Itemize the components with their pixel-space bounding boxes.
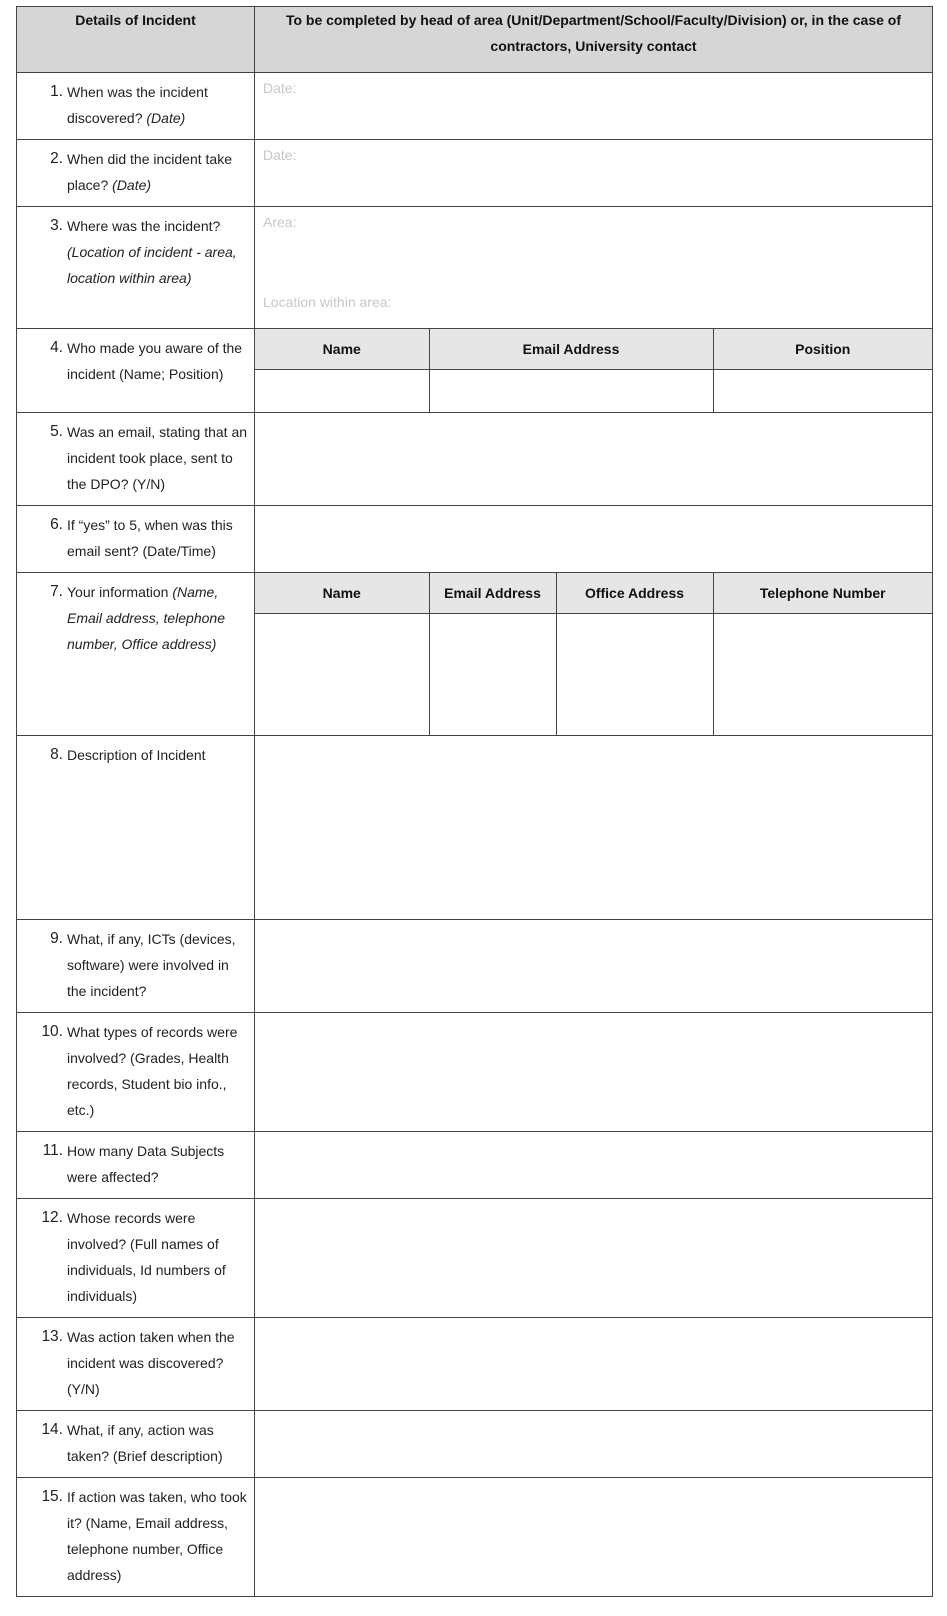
your-name-cell[interactable] xyxy=(255,614,429,736)
answer-location[interactable] xyxy=(255,207,933,329)
form-row-6 xyxy=(17,506,933,573)
form-row-15 xyxy=(17,1478,933,1597)
answer-icts[interactable] xyxy=(255,920,933,1013)
question-text: What, if any, ICTs (devices, software) were involved in the incident? xyxy=(67,931,236,999)
question-text: Description of Incident xyxy=(67,747,206,763)
form-row-14 xyxy=(17,1411,933,1478)
question-number: 6. xyxy=(50,516,63,533)
question-text: Was action taken when the incident was discovered? (Y/N) xyxy=(67,1329,235,1397)
question-number: 7. xyxy=(50,583,63,600)
question-number: 4. xyxy=(50,339,63,356)
question-hint: (Date) xyxy=(146,110,186,126)
question-number: 14. xyxy=(41,1421,63,1438)
question-text: Your information xyxy=(67,584,169,600)
form-row-7 xyxy=(17,573,933,736)
your-email-cell[interactable] xyxy=(429,614,556,736)
question-text: Whose records were involved? (Full names of individuals, Id numbers of individuals) xyxy=(67,1210,226,1304)
question-number: 8. xyxy=(50,746,63,763)
question-text: When did the incident take place? xyxy=(67,151,232,193)
form-row-13 xyxy=(17,1318,933,1411)
answer-incident-date[interactable] xyxy=(255,140,933,207)
date-placeholder: Date: xyxy=(263,147,297,163)
form-row-10 xyxy=(17,1013,933,1132)
question-text: How many Data Subjects were affected? xyxy=(67,1143,225,1185)
question-text: Where was the incident? xyxy=(67,218,221,234)
answer-discovered-date[interactable] xyxy=(255,73,933,140)
form-row-12 xyxy=(17,1199,933,1318)
form-row-2 xyxy=(17,140,933,207)
question-hint: (Location of incident - area, location within area) xyxy=(67,244,237,286)
location-within-area-placeholder: Location within area: xyxy=(263,294,392,310)
answer-action-taken[interactable] xyxy=(255,1318,933,1411)
form-row-8 xyxy=(17,736,933,920)
question-text: If “yes” to 5, when was this email sent? (Date/Time) xyxy=(67,517,233,559)
answer-action-taker[interactable] xyxy=(255,1478,933,1597)
col-name: Name xyxy=(255,329,429,370)
col-email-address: Email Address xyxy=(429,573,556,614)
question-text: If action was taken, who took it? (Name, Email address, telephone number, Office address) xyxy=(67,1489,247,1583)
answer-email-date[interactable] xyxy=(255,506,933,573)
incident-form-table xyxy=(16,6,933,1597)
answer-whose-records[interactable] xyxy=(255,1199,933,1318)
informant-email-cell[interactable] xyxy=(429,370,713,413)
col-email-address: Email Address xyxy=(429,329,713,370)
question-text: When was the incident discovered? xyxy=(67,84,208,126)
your-information-subtable xyxy=(255,573,932,735)
question-number: 15. xyxy=(41,1488,63,1505)
question-number: 10. xyxy=(41,1023,63,1040)
informant-position-cell[interactable] xyxy=(713,370,932,413)
question-hint: (Date) xyxy=(112,177,152,193)
question-number: 11. xyxy=(42,1142,63,1159)
question-number: 5. xyxy=(50,423,63,440)
col-position: Position xyxy=(713,329,932,370)
form-row-1 xyxy=(17,73,933,140)
question-text: What types of records were involved? (Grades, Health records, Student bio info., etc.) xyxy=(67,1024,238,1118)
form-row-5 xyxy=(17,413,933,506)
answer-data-subjects[interactable] xyxy=(255,1132,933,1199)
question-number: 12. xyxy=(41,1209,63,1226)
answer-email-sent[interactable] xyxy=(255,413,933,506)
question-text: Who made you aware of the incident (Name; Position) xyxy=(67,340,243,382)
col-office-address: Office Address xyxy=(556,573,713,614)
question-number: 13. xyxy=(41,1328,63,1345)
date-placeholder: Date: xyxy=(263,80,297,96)
question-hint: (Name, Email address, telephone number, Office address) xyxy=(67,584,225,652)
col-telephone-number: Telephone Number xyxy=(713,573,932,614)
your-telephone-cell[interactable] xyxy=(713,614,932,736)
header-completion-instructions: To be completed by head of area (Unit/Department/School/Faculty/Division) or, in the case of contractors, University contact xyxy=(255,7,933,73)
header-details-of-incident: Details of Incident xyxy=(17,7,255,73)
col-name: Name xyxy=(255,573,429,614)
question-number: 3. xyxy=(50,217,63,234)
area-placeholder: Area: xyxy=(263,214,297,230)
form-row-3 xyxy=(17,207,933,329)
answer-description[interactable] xyxy=(255,736,933,920)
form-row-4 xyxy=(17,329,933,413)
informant-name-cell[interactable] xyxy=(255,370,429,413)
informant-subtable xyxy=(255,329,932,412)
form-row-9 xyxy=(17,920,933,1013)
answer-record-types[interactable] xyxy=(255,1013,933,1132)
question-number: 2. xyxy=(50,150,63,167)
question-text: What, if any, action was taken? (Brief description) xyxy=(67,1422,223,1464)
question-number: 9. xyxy=(50,930,63,947)
question-text: Was an email, stating that an incident took place, sent to the DPO? (Y/N) xyxy=(67,424,248,492)
form-row-11 xyxy=(17,1132,933,1199)
your-office-cell[interactable] xyxy=(556,614,713,736)
answer-action-description[interactable] xyxy=(255,1411,933,1478)
question-number: 1. xyxy=(50,83,63,100)
